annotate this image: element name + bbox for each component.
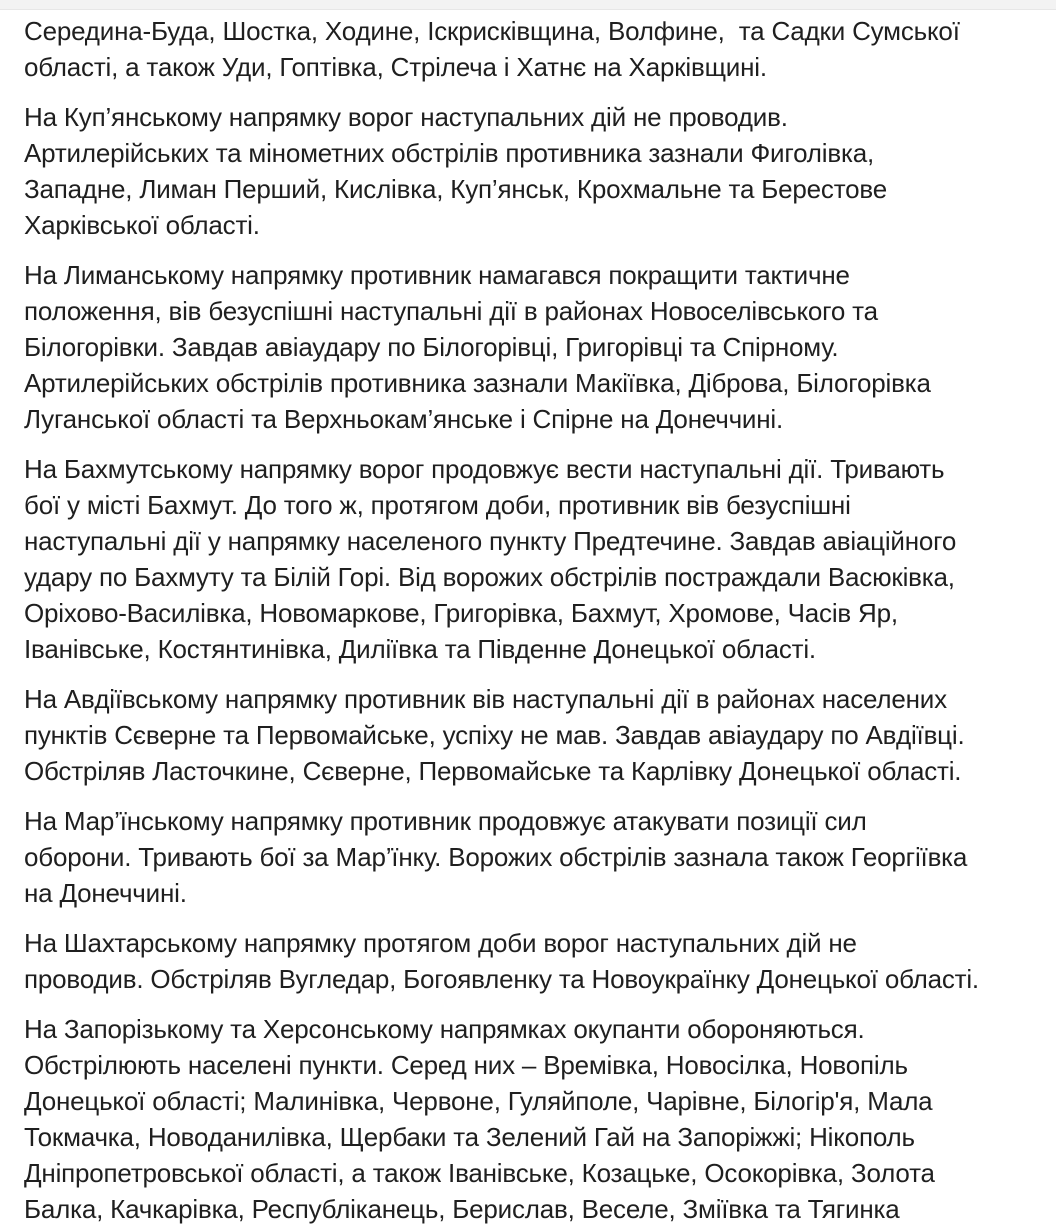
text-line: Оріхово-Василівка, Новомаркове, Григорівка, Бахмут, Хромове, Часів Яр, [24,598,898,628]
text-line: На Бахмутському напрямку ворог продовжує вести наступальні дії. Тривають [24,454,945,484]
text-line: Балка, Качкарівка, Республіканець, Берислав, Веселе, Зміївка та Тягинка [24,1194,900,1224]
text-line: удару по Бахмуту та Білій Горі. Від ворожих обстрілів постраждали Васюківка, [24,562,955,592]
text-line: Западне, Лиман Перший, Кислівка, Куп’янськ, Крохмальне та Берестове [24,174,887,204]
text-line: На Лиманському напрямку противник намагався покращити тактичне [24,260,850,290]
text-line: На Шахтарському напрямку протягом доби ворог наступальних дій не [24,928,857,958]
text-line: Луганської області та Верхньокам’янське і Спірне на Донеччині. [24,404,784,434]
text-line: Артилерійських обстрілів противника зазнали Макіївка, Діброва, Білогорівка [24,368,931,398]
text-line: Іванівське, Костянтинівка, Диліївка та Південне Донецької області. [24,634,816,664]
text-line: Артилерійських та мінометних обстрілів противника зазнали Фиголівка, [24,138,874,168]
text-line: Донецької області; Малинівка, Червоне, Гуляйполе, Чарівне, Білогір'я, Мала [24,1086,933,1116]
text-line: бої у місті Бахмут. До того ж, протягом доби, противник вів безуспішні [24,490,851,520]
text-line: Середина-Буда, Шостка, Ходине, Іскрисківщина, Волфине, та Садки Сумської [24,16,960,46]
report-paragraph [24,13,1038,85]
text-line: Білогорівки. Завдав авіаудару по Білогорівці, Григорівці та Спірному. [24,332,839,362]
text-line: наступальні дії у напрямку населеного пункту Предтечине. Завдав авіаційного [24,526,957,556]
text-line: На Запорізькому та Херсонському напрямках окупанти обороняються. [24,1014,865,1044]
report-paragraph [24,681,1038,789]
report-text [0,10,1056,1227]
text-line: оборони. Тривають бої за Мар’їнку. Ворожих обстрілів зазнала також Георгіївка [24,842,968,872]
text-line: області, а також Уди, Гоптівка, Стрілеча і Хатнє на Харківщині. [24,52,767,82]
text-line: Обстрілюють населені пункти. Серед них – Времівка, Новосілка, Новопіль [24,1050,908,1080]
report-paragraph [24,925,1038,997]
text-line: На Авдіївському напрямку противник вів наступальні дії в районах населених [24,684,947,714]
window-chrome-strip [0,0,1056,10]
text-line: на Донеччині. [24,878,187,908]
text-line: Обстріляв Ласточкине, Сєверне, Первомайське та Карлівку Донецької області. [24,756,962,786]
report-paragraph [24,803,1038,911]
text-line: На Мар’їнському напрямку противник продовжує атакувати позиції сил [24,806,867,836]
report-paragraph [24,1011,1038,1227]
text-line: положення, вів безуспішні наступальні дії в районах Новоселівського та [24,296,878,326]
text-line: На Куп’янському напрямку ворог наступальних дій не проводив. [24,102,788,132]
text-line: пунктів Сєверне та Первомайське, успіху не мав. Завдав авіаудару по Авдіївці. [24,720,965,750]
text-line: Харківської області. [24,210,260,240]
report-paragraph [24,451,1038,667]
text-line: Токмачка, Новоданилівка, Щербаки та Зелений Гай на Запоріжжі; Нікополь [24,1122,915,1152]
report-paragraph [24,99,1038,243]
report-paragraph [24,257,1038,437]
text-line: Дніпропетровської області, а також Іванівське, Козацьке, Осокорівка, Золота [24,1158,935,1188]
text-line: проводив. Обстріляв Вугледар, Богоявленку та Новоукраїнку Донецької області. [24,964,979,994]
